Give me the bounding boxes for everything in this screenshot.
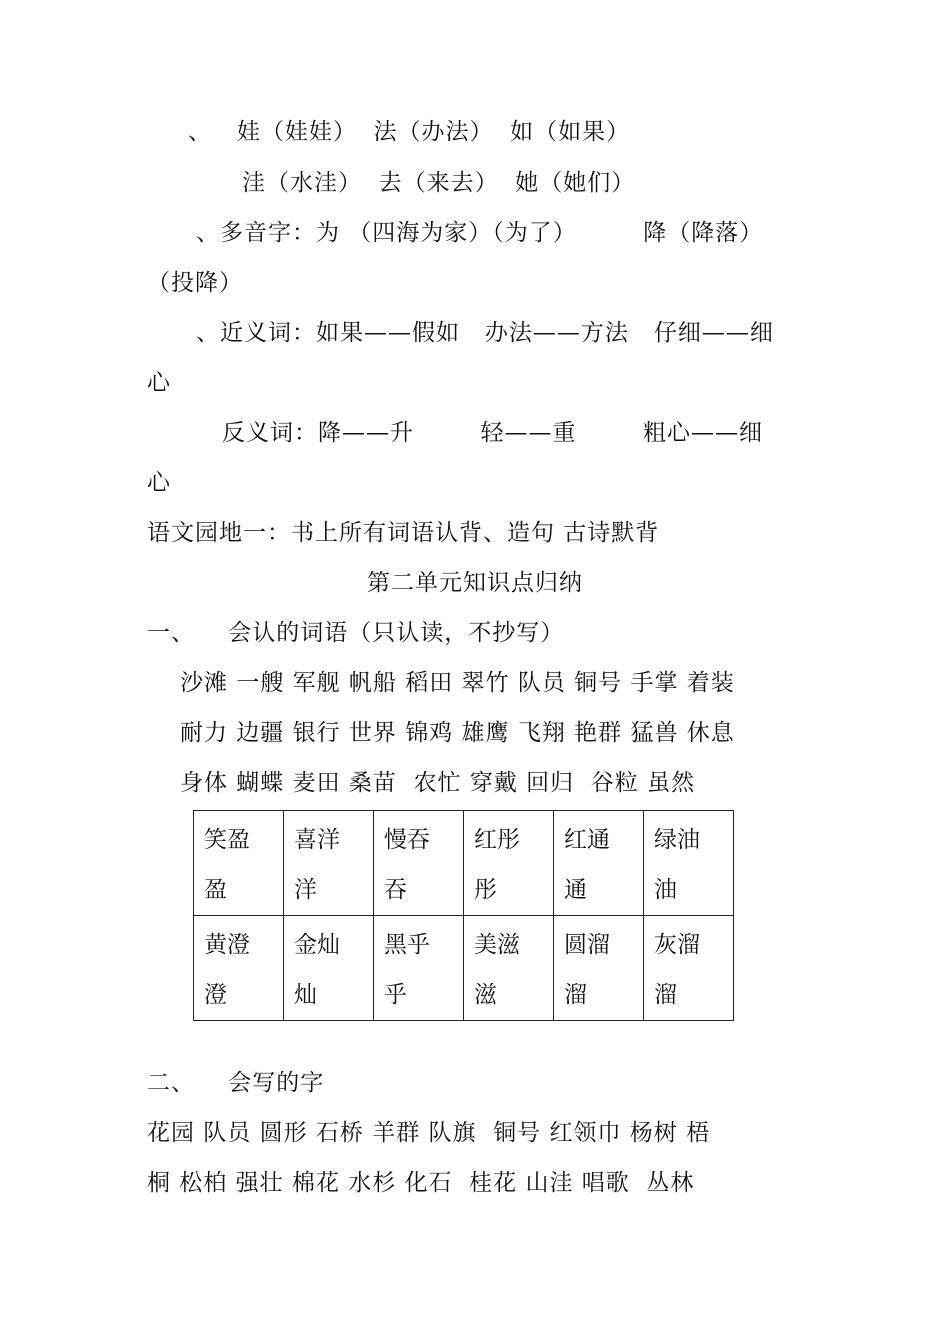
table-row xyxy=(194,916,734,1021)
line-13: 耐力 边疆 银行 世界 锦鸡 雄鹰 飞翔 艳群 猛兽 休息 xyxy=(180,720,735,746)
table-cell: 绿油 油 xyxy=(644,811,734,916)
table-cell: 圆溜 溜 xyxy=(554,916,644,1021)
line-14: 身体 蝴蝶 麦田 桑苗 农忙 穿戴 回归 谷粒 虽然 xyxy=(180,770,696,796)
table-cell: 慢吞 吞 xyxy=(374,811,464,916)
table-cell: 黑乎 乎 xyxy=(374,916,464,1021)
line-16: 花园 队员 圆形 石桥 羊群 队旗 铜号 红领巾 杨树 梧 xyxy=(147,1120,711,1146)
line-6: 心 xyxy=(147,370,171,396)
table-cell: 美滋 滋 xyxy=(464,916,554,1021)
line-5: 、近义词：如果——假如 办法——方法 仔细——细 xyxy=(196,320,774,346)
word-table xyxy=(193,810,734,1021)
table-row xyxy=(194,811,734,916)
line-11: 一、 会认的词语（只认读，不抄写） xyxy=(147,620,565,646)
line-15: 二、 会写的字 xyxy=(147,1070,325,1096)
table-cell: 黄澄 澄 xyxy=(194,916,284,1021)
line-12: 沙滩 一艘 军舰 帆船 稻田 翠竹 队员 铜号 手掌 着装 xyxy=(180,670,735,696)
line-3: 、多音字：为 （四海为家）（为了） 降（降落） xyxy=(196,220,764,246)
line-4: （投降） xyxy=(147,270,243,296)
table-cell: 金灿 灿 xyxy=(284,916,374,1021)
table-cell: 灰溜 溜 xyxy=(644,916,734,1021)
table-cell: 红彤 彤 xyxy=(464,811,554,916)
section-heading: 第二单元知识点归纳 xyxy=(367,570,583,596)
line-17: 桐 松柏 强壮 棉花 水杉 化石 桂花 山洼 唱歌 丛林 xyxy=(147,1170,695,1196)
table-cell: 喜洋 洋 xyxy=(284,811,374,916)
line-1: 、 娃（娃娃） 法（办法） 如（如果） xyxy=(188,119,631,145)
line-2: 洼（水洼） 去（来去） 她（她们） xyxy=(242,170,636,196)
line-7: 反义词：降——升 轻——重 粗心——细 xyxy=(222,420,763,446)
table-cell: 笑盈 盈 xyxy=(194,811,284,916)
line-8: 心 xyxy=(147,470,171,496)
line-9: 语文园地一：书上所有词语认背、造句 古诗默背 xyxy=(147,520,660,546)
table-cell: 红通 通 xyxy=(554,811,644,916)
